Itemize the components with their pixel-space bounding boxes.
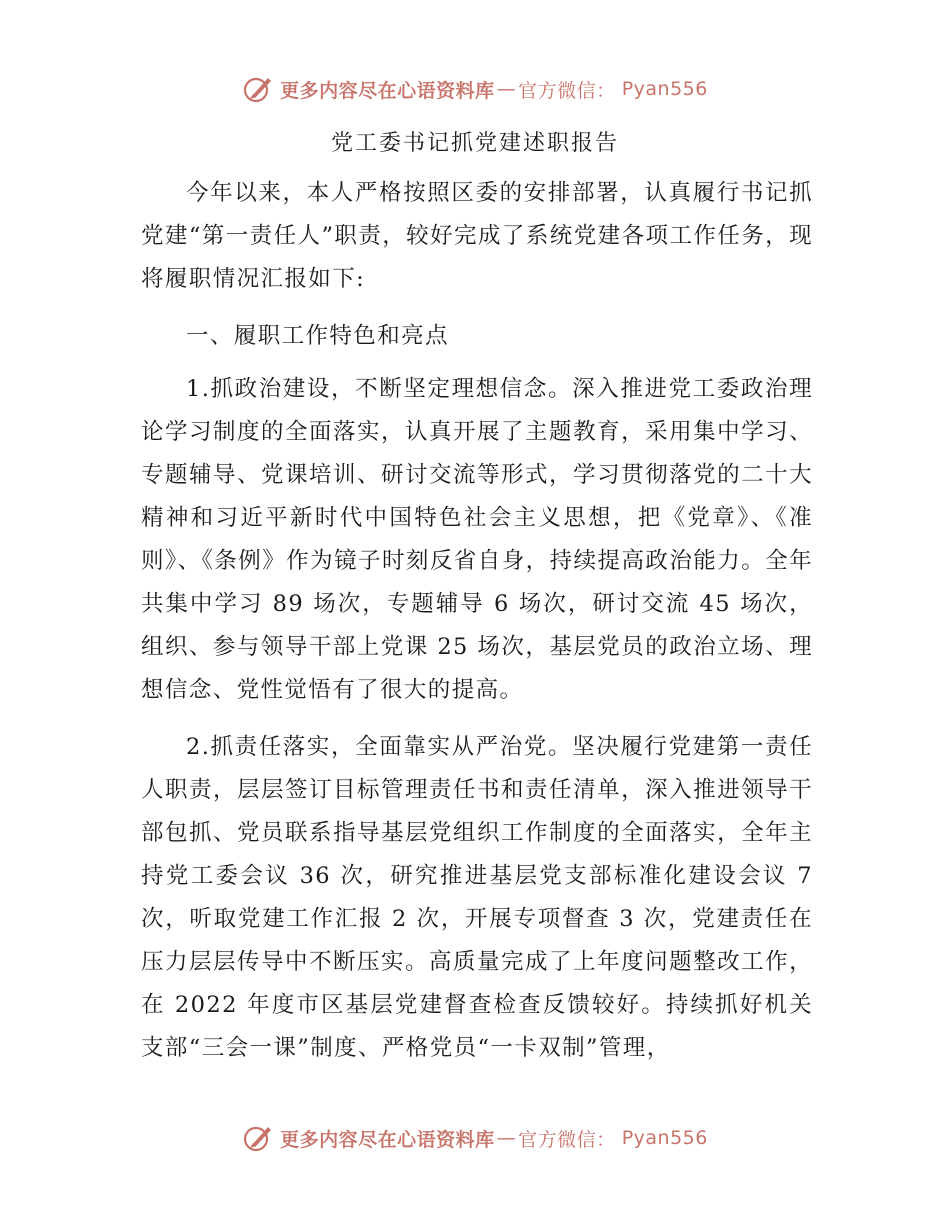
watermark-dash: — (496, 1127, 517, 1149)
quill-logo-icon (242, 1123, 276, 1153)
watermark-site-text: 更多内容尽在心语资料库 (280, 1128, 495, 1151)
paragraph-responsibility: 2.抓责任落实，全面靠实从严治党。坚决履行党建第一责任人职责，层层签订目标管理责任书和责任清单，深入推进领导干部包抓、党员联系指导基层党组织工作制度的全面落实，全年主持党工委会议 36 次，研究推进基层党支部标准化建设会议 7 次，听取党建工作汇报 2 次，开展专项督查 3 次，党建责任在压力层层传导中不断压实。高质量完成了上年度问题整改工作，在 2022 年度市区基层党建督查检查反馈较好。持续抓好机关支部“三会一课”制度、严格党员“一卡双制”管理， (141, 734, 813, 1061)
document-title: 党工委书记抓党建述职报告 (330, 131, 619, 156)
watermark-wechat-label: 官方微信： (518, 79, 616, 102)
paragraph-political-building: 1.抓政治建设，不断坚定理想信念。深入推进党工委政治理论学习制度的全面落实，认真开展了主题教育，采用集中学习、专题辅导、党课培训、研讨交流等形式，学习贯彻落党的二十大精神和习近平新时代中国特色社会主义思想，把《党章》、《准则》、《条例》作为镜子时刻反省自身，持续提高政治能力。全年共集中学习 89 场次，专题辅导 6 场次，研讨交流 45 场次，组织、参与领导干部上党课 25 场次，基层党员的政治立场、理想信念、党性觉悟有了很大的提高。 (141, 376, 813, 703)
footer-watermark (0, 1123, 950, 1153)
watermark-site-text: 更多内容尽在心语资料库 (280, 79, 495, 102)
header-watermark (0, 74, 950, 104)
watermark-wechat-label: 官方微信： (518, 1128, 616, 1151)
document-body (141, 172, 813, 1084)
section-heading: 一、履职工作特色和亮点 (186, 323, 449, 349)
watermark-wechat-id: Pyan556 (621, 1127, 708, 1149)
watermark-dash: — (496, 78, 517, 100)
quill-logo-icon (242, 74, 276, 104)
intro-paragraph: 今年以来，本人严格按照区委的安排部署，认真履行书记抓党建“第一责任人”职责，较好完成了系统党建各项工作任务，现将履职情况汇报如下: (141, 180, 813, 292)
watermark-wechat-id: Pyan556 (621, 78, 708, 100)
